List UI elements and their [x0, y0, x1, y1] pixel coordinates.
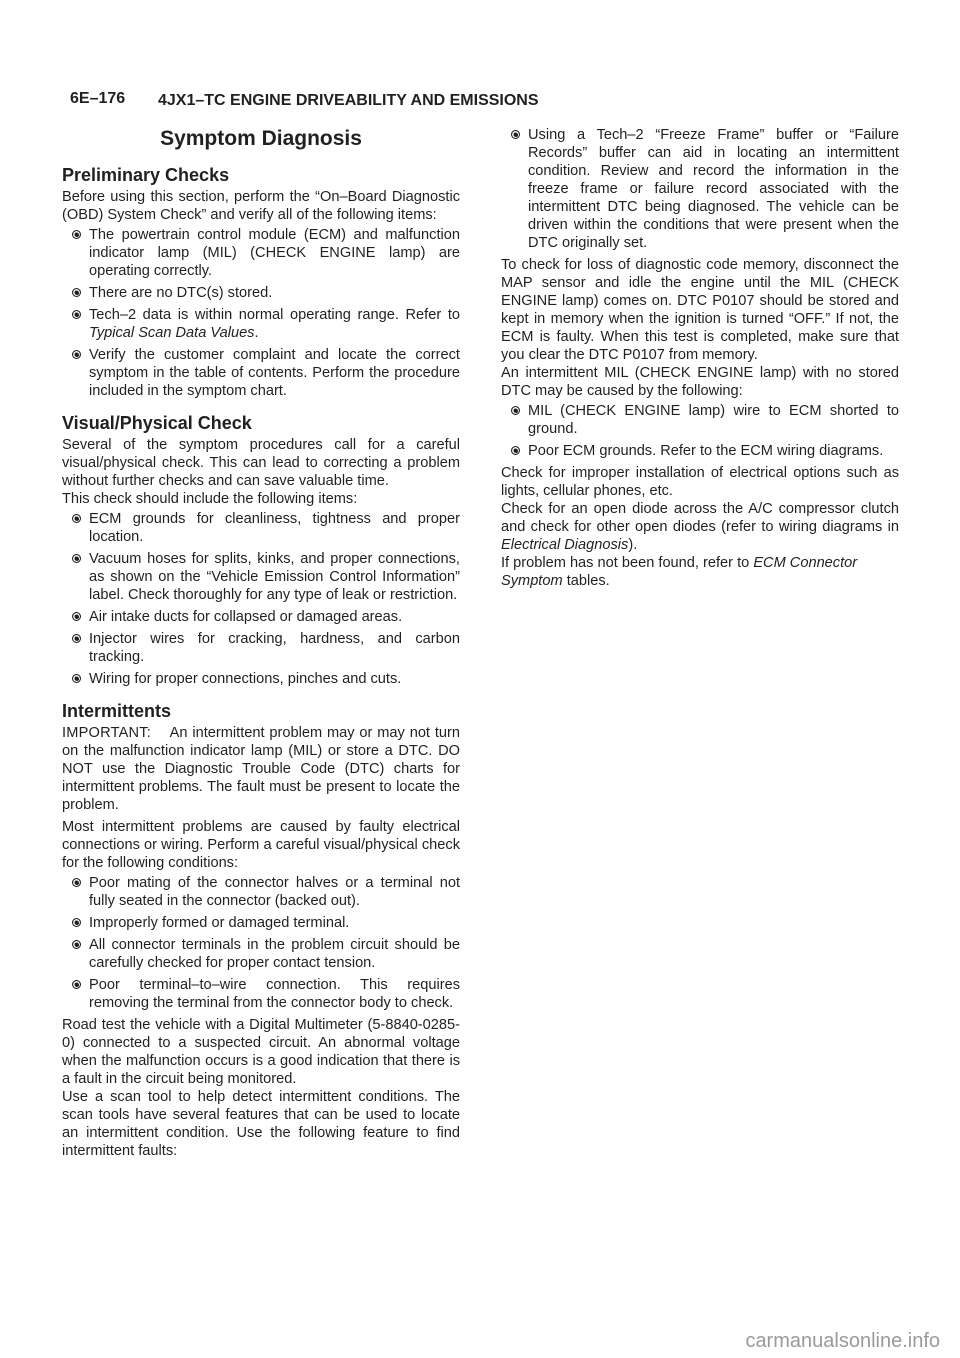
list-item — [501, 442, 899, 460]
installation-para: Check for improper installation of electrical options such as lights, cellular phones, etc. — [501, 465, 899, 499]
visual-intro: Several of the symptom procedures call for a careful visual/physical check. This can lead to correcting a problem without further checks and can save valuable time. — [62, 437, 460, 489]
bullet-icon — [72, 612, 81, 621]
list-item — [501, 402, 899, 438]
scan-tool-para: Use a scan tool to help detect intermittent conditions. The scan tools have several features that can be used to locate an intermittent condition. Use the following feature to find intermittent faults: — [62, 1089, 460, 1159]
list-item-text: Improperly formed or damaged terminal. — [89, 915, 350, 931]
bullet-icon — [72, 554, 81, 563]
list-item — [62, 976, 460, 1012]
diode-para — [501, 500, 899, 554]
not-found-text-end: tables. — [562, 573, 610, 589]
visual-list — [62, 510, 460, 688]
list-item-text: Poor mating of the connector halves or a terminal not fully seated in the connector (backed out). — [89, 875, 460, 909]
bullet-icon — [72, 918, 81, 927]
section-title: 4JX1–TC ENGINE DRIVEABILITY AND EMISSIONS — [158, 92, 539, 109]
important-note — [62, 724, 460, 814]
bullet-icon — [72, 288, 81, 297]
mil-list — [501, 402, 899, 460]
list-item-text: Tech–2 data is within normal operating range. Refer to — [89, 307, 460, 323]
list-item-text: The powertrain control module (ECM) and malfunction indicator lamp (MIL) (CHECK ENGINE lamp) are operating correctly. — [89, 227, 460, 279]
watermark: carmanualsonline.info — [745, 1330, 940, 1352]
list-item — [62, 510, 460, 546]
list-item — [501, 126, 899, 252]
preliminary-list — [62, 226, 460, 400]
list-item-text: MIL (CHECK ENGINE lamp) wire to ECM shorted to ground. — [528, 403, 899, 437]
list-item-text: Air intake ducts for collapsed or damaged areas. — [89, 609, 403, 625]
bullet-icon — [72, 350, 81, 359]
list-item-text: Vacuum hoses for splits, kinks, and proper connections, as shown on the “Vehicle Emission Control Information” label. Check thoroughly for any type of leak or restriction. — [89, 551, 460, 603]
not-found-para — [501, 554, 899, 590]
list-item-text: Verify the customer complaint and locate the correct symptom in the table of contents. Perform the procedure included in the symptom chart. — [89, 347, 460, 399]
preliminary-checks-heading: Preliminary Checks — [62, 165, 230, 185]
list-item — [62, 284, 460, 302]
list-item — [62, 914, 460, 932]
important-text: An intermittent problem may or may not turn on the malfunction indicator lamp (MIL) or store a DTC. DO NOT use the Diagnostic Trouble Code (DTC) charts for intermittent problems. The fault must be present to locate the problem. — [62, 725, 460, 813]
right-column — [501, 126, 899, 590]
electrical-diagnosis-reference: Electrical Diagnosis — [501, 537, 629, 553]
bullet-icon — [72, 878, 81, 887]
bullet-icon — [511, 446, 520, 455]
intermittent-list — [62, 874, 460, 1012]
list-item — [62, 874, 460, 910]
intermittents-heading: Intermittents — [62, 701, 172, 721]
list-item-text: . — [254, 325, 259, 341]
visual-intro-2: This check should include the following items: — [62, 491, 358, 507]
visual-check-heading: Visual/Physical Check — [62, 413, 252, 433]
list-item — [62, 306, 460, 342]
preliminary-intro: Before using this section, perform the “On–Board Diagnostic (OBD) System Check” and verify all of the following items: — [62, 189, 460, 223]
list-item-text: All connector terminals in the problem circuit should be carefully checked for proper contact tension. — [89, 937, 460, 971]
list-item-text: There are no DTC(s) stored. — [89, 285, 273, 301]
scan-data-reference: Typical Scan Data Values — [89, 325, 255, 341]
list-item-text: Poor ECM grounds. Refer to the ECM wiring diagrams. — [528, 443, 884, 459]
diode-text: Check for an open diode across the A/C compressor clutch and check for other open diodes (refer to wiring diagrams in — [501, 501, 899, 535]
list-item — [62, 936, 460, 972]
important-label: IMPORTANT: — [62, 725, 152, 741]
bullet-icon — [72, 514, 81, 523]
memory-loss-para: To check for loss of diagnostic code memory, disconnect the MAP sensor and idle the engine until the MIL (CHECK ENGINE lamp) comes on. DTC P0107 should be stored and kept in memory when the ignition is turned “OFF.” If not, the ECM is faulty. When this test is completed, make sure that you clear the DTC P0107 from memory. — [501, 257, 899, 363]
bullet-icon — [72, 940, 81, 949]
list-item — [62, 550, 460, 604]
not-found-text: If problem has not been found, refer to — [501, 555, 754, 571]
list-item — [62, 608, 460, 626]
bullet-icon — [72, 310, 81, 319]
bullet-icon — [511, 130, 520, 139]
ecm-connector-reference: ECM Connector Symptom — [501, 555, 858, 589]
page-number: 6E–176 — [70, 90, 126, 107]
road-test-para: Road test the vehicle with a Digital Multimeter (5-8840-0285-0) connected to a suspected circuit. An abnormal voltage when the malfunction occurs is a good indication that there is a fault in the circuit being monitored. — [62, 1017, 460, 1087]
bullet-icon — [72, 230, 81, 239]
left-column — [62, 124, 460, 1160]
list-item-text: Injector wires for cracking, hardness, and carbon tracking. — [89, 631, 460, 665]
bullet-icon — [72, 674, 81, 683]
diode-text-end: ). — [628, 537, 638, 553]
list-item — [62, 670, 460, 688]
list-item-text: Wiring for proper connections, pinches and cuts. — [89, 671, 402, 687]
page-title: Symptom Diagnosis — [160, 127, 362, 150]
list-item-text: Using a Tech–2 “Freeze Frame” buffer or “Failure Records” buffer can aid in locating an intermittent condition. Review and record the information in the freeze frame or failure record associated with the intermittent DTC being diagnosed. The vehicle can be driven within the conditions that were present when the DTC originally set. — [528, 127, 899, 251]
freeze-frame-list — [501, 126, 899, 252]
list-item — [62, 226, 460, 280]
mil-para: An intermittent MIL (CHECK ENGINE lamp) with no stored DTC may be caused by the following: — [501, 365, 899, 399]
intermittent-para: Most intermittent problems are caused by faulty electrical connections or wiring. Perform a careful visual/physical check for the following conditions: — [62, 819, 460, 871]
bullet-icon — [72, 634, 81, 643]
list-item-text: Poor terminal–to–wire connection. This requires removing the terminal from the connector body to check. — [89, 977, 460, 1011]
bullet-icon — [511, 406, 520, 415]
list-item — [62, 346, 460, 400]
list-item — [62, 630, 460, 666]
list-item-text: ECM grounds for cleanliness, tightness and proper location. — [89, 511, 460, 545]
bullet-icon — [72, 980, 81, 989]
